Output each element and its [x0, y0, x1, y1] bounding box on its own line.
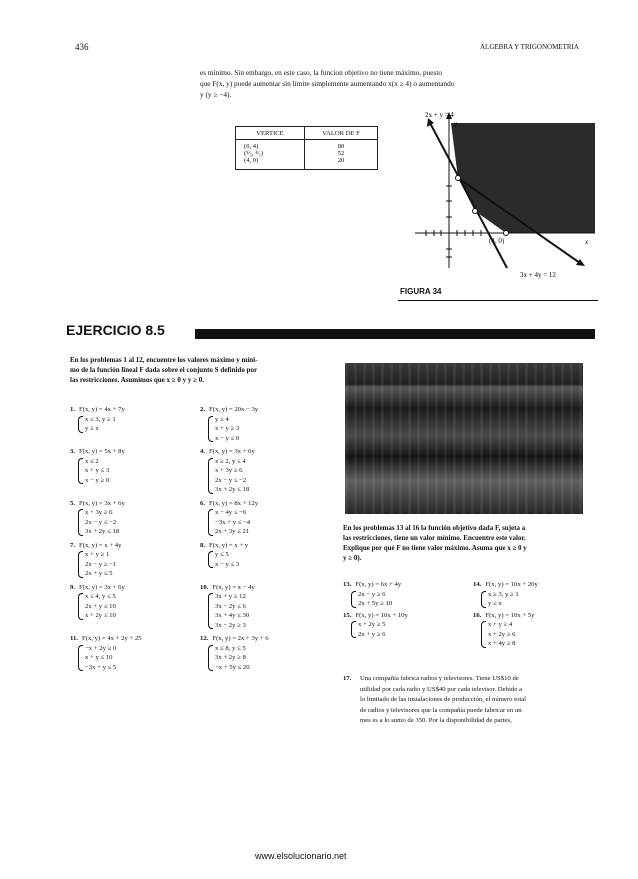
constraint: 2x + y ≤ 10: [85, 602, 116, 610]
instruction-line: En los problemas 1 al 12, encuentre los valores máximo y míni-: [70, 356, 258, 364]
problem-number: 7.: [70, 541, 76, 549]
constraint: 2x − y ≤ −2: [215, 476, 247, 484]
constraint: −3x + y ≤ −4: [215, 518, 251, 526]
problem-item: [70, 583, 200, 631]
constraint: x + 2y ≥ 6: [488, 630, 516, 638]
problem-number: 2.: [200, 406, 206, 413]
section-title-bar: [195, 329, 595, 339]
problem-item: [200, 405, 330, 443]
objective-function: F(x, y) = 2x + 3y + 6: [212, 635, 269, 642]
problem-item: [200, 541, 330, 579]
text-line: de radios y televisores que la compañía puede fabricar en un: [360, 706, 522, 714]
table-cell: (4, 0): [236, 157, 305, 170]
problem-item: [70, 447, 200, 495]
figure-rule: [398, 300, 598, 301]
constraint: 2x − y ≥ 6: [358, 590, 386, 598]
problem-header: [473, 580, 603, 590]
table-cell: (⁸⁄₅, ⁴⁄₅): [236, 150, 305, 157]
constraint-system: [206, 644, 330, 673]
constraint-system: [76, 550, 200, 579]
instruction-line: y ≥ 0).: [343, 554, 362, 562]
problem-header: [70, 447, 200, 457]
constraint: x − y ≤ 3: [215, 560, 240, 568]
table-header: VERTICE: [236, 127, 305, 140]
table-row: [236, 157, 378, 170]
problem-item: [200, 583, 330, 631]
constraint: 3x + 2y ≤ 18: [85, 528, 120, 535]
problem-number: 17.: [343, 675, 352, 682]
problem-header: [200, 541, 330, 551]
problem-number: 15.: [343, 611, 352, 619]
objective-function: F(x, y) = x + 4y: [79, 541, 122, 549]
objective-function: F(x, y) = 3x + 6y: [79, 499, 125, 507]
problem-header: [70, 405, 200, 415]
problem-row: [70, 405, 340, 443]
constraint: x − y ≥ 0: [85, 476, 110, 484]
intro-line: que F(x, y) puede aumentar sin límite simplemente aumentando x(x ≥ 4) o aumentando: [200, 79, 455, 88]
problem-header: [70, 499, 200, 509]
page-number: 436: [75, 42, 89, 52]
objective-function: F(x, y) = 6x + 4y: [355, 581, 402, 588]
objective-function: F(x, y) = 10x + 5y: [485, 611, 535, 619]
constraint: x ≥ 3, y ≥ 1: [488, 590, 519, 598]
constraint: x − 4y ≤ −6: [215, 509, 247, 516]
constraint-system: [206, 508, 330, 537]
problem-number: 14.: [473, 581, 482, 588]
instruction-line: En los problemas 13 al 16 la función objetivo dada F, sujeta a: [343, 524, 526, 532]
problem-item: [70, 499, 200, 537]
constraint-system: [76, 644, 200, 673]
objective-function: F(x, y) = 10x + 10y: [355, 611, 408, 619]
constraint: 3x − 2y ≥ 3: [215, 621, 246, 629]
objective-function: F(x, y) = 4x + 7y: [79, 406, 125, 413]
instructions-right: [343, 523, 603, 563]
constraint: 2x + 5y ≥ 10: [358, 600, 393, 607]
problem-header: [200, 405, 330, 415]
problems-left: [70, 405, 340, 676]
problem-number: 5.: [70, 499, 76, 507]
constraint: x ≤ 8, y ≤ 5: [215, 644, 246, 652]
problem-header: [70, 634, 200, 644]
objective-function: F(x, y) = 4x + 2y + 25: [82, 635, 142, 642]
constraint: 3x − 2y ≤ 6: [215, 602, 246, 610]
problem-row: [70, 541, 340, 579]
constraint: 2x + y ≥ 6: [358, 630, 386, 638]
table-cell: 52: [305, 150, 378, 157]
problem-number: 4.: [200, 448, 206, 455]
constraint-system: [206, 592, 330, 630]
text-line: utilidad por cada radio y US$40 por cada televisor. Debido a: [360, 685, 523, 693]
objective-function: F(x, y) = x − 4y: [212, 583, 255, 591]
table-header: VALOR DE F: [305, 127, 378, 140]
problem-item: [70, 405, 200, 443]
constraint: x + 4y ≥ 8: [488, 640, 516, 647]
problem-text: [360, 674, 603, 727]
constraint-system: [206, 550, 330, 569]
table-cell: 80: [305, 140, 378, 151]
vertex-point: [473, 209, 478, 214]
problem-header: [473, 611, 603, 621]
constraint: x + y ≥ 3: [215, 425, 240, 432]
constraint: x − y ≤ 0: [215, 434, 240, 442]
intro-line: es mínimo. Sin embargo, en este caso, la funcion objetivo no tiene máximo, puesto: [200, 68, 443, 77]
instruction-line: las restricciones, tiene un valor mínimo. Encuentre este valor.: [343, 534, 526, 542]
objective-function: F(x, y) = 3x + 6y: [79, 583, 125, 591]
problem-number: 13.: [343, 581, 352, 588]
problem-item: [200, 499, 330, 537]
line-label-2: 3x + 4y = 12: [520, 271, 556, 279]
problem-item: [200, 447, 330, 495]
objective-function: F(x, y) = 3x + 6y: [209, 448, 255, 455]
problem-number: 6.: [200, 499, 206, 507]
problems-right: [343, 580, 603, 651]
constraint-system: [76, 415, 200, 434]
problem-number: 11.: [70, 635, 78, 642]
constraint-system: [76, 508, 200, 537]
problem-row: [70, 499, 340, 537]
instruction-line: mo de la función lineal F dada sobre el conjunto S definido por: [70, 366, 258, 374]
constraint: 2x + y ≤ 5: [85, 570, 113, 577]
point-label: (4, 0): [489, 237, 505, 245]
constraint: −3x + y ≤ 5: [85, 663, 117, 671]
constraint-system: [206, 457, 330, 495]
problem-number: 16.: [473, 611, 482, 619]
constraint-system: [76, 592, 200, 621]
instructions-left: [70, 355, 335, 385]
objective-function: F(x, y) = 8x + 12y: [209, 499, 259, 507]
constraint: x + 2y ≥ 5: [358, 621, 386, 628]
problem-header: [200, 499, 330, 509]
y-axis-label: y: [454, 120, 458, 128]
constraint: y ≤ 4: [215, 415, 229, 423]
vertex-point: [504, 231, 509, 236]
vertex-table: [235, 126, 378, 170]
constraint: x + y ≥ 4: [488, 621, 513, 628]
constraint: x ≥ 2, y ≤ 4: [215, 457, 246, 465]
constraint: x ≤ 3, y ≥ 1: [85, 415, 116, 423]
problem-row: [70, 447, 340, 495]
problem-header: [200, 634, 330, 644]
intro-paragraph: [200, 67, 600, 100]
problem-header: [200, 447, 330, 457]
problem-header: [200, 583, 330, 593]
problem-row: [343, 611, 603, 649]
constraint: x + 3y ≥ 6: [215, 467, 243, 474]
problem-17: [343, 674, 603, 727]
section-title: EJERCICIO 8.5: [66, 322, 165, 338]
constraint: 3x + 2y ≥ 8: [215, 654, 246, 661]
constraint: −x + 5y ≤ 20: [215, 663, 250, 671]
footer-url: www.elsolucionario.net: [255, 851, 347, 861]
constraint-system: [479, 590, 603, 609]
constraint-system: [349, 620, 473, 639]
problem-row: [343, 580, 603, 609]
problem-row: [70, 634, 340, 672]
constraint-system: [206, 415, 330, 444]
running-title: ALGEBRA Y TRIGONOMETRIA: [480, 43, 579, 51]
problem-item: [473, 580, 603, 609]
problem-number: 1.: [70, 406, 76, 413]
constraint: 2x + 3y ≤ 21: [215, 528, 250, 535]
problem-number: 9.: [70, 583, 76, 591]
constraint: x + y ≤ 3: [85, 467, 110, 474]
problem-row: [70, 583, 340, 631]
figure-caption: FIGURA 34: [400, 287, 442, 296]
constraint: 3x + y ≥ 12: [215, 593, 246, 600]
constraint: 2x − y ≥ −1: [85, 560, 117, 568]
text-line: lo limitado de las instalaciones de producción, el número total: [360, 696, 527, 703]
constraint: x + y ≤ 10: [85, 654, 113, 661]
objective-function: F(x, y) = 10x + 20y: [485, 581, 538, 588]
text-line: Una compañía fabrica radios y televisores. Tiene US$10 de: [360, 675, 519, 682]
constraint: 3x + 2y ≤ 18: [215, 486, 250, 493]
problem-header: [343, 611, 473, 621]
table-cell: (0, 4): [236, 140, 305, 151]
constraint: x ≤ 4, y ≤ 5: [85, 593, 116, 600]
problem-item: [70, 541, 200, 579]
constraint: −x + 2y ≥ 0: [85, 644, 117, 652]
constraint-system: [479, 620, 603, 649]
constraint: x + 2y ≤ 10: [85, 612, 116, 619]
problem-number: 10.: [200, 583, 209, 591]
problem-header: [70, 541, 200, 551]
constraint-system: [349, 590, 473, 609]
table-row: [236, 150, 378, 157]
objective-function: F(x, y) = 5x + 8y: [79, 448, 125, 455]
objective-function: F(x, y) = x + y: [209, 541, 249, 549]
constraint: y ≤ x: [488, 600, 502, 607]
text-line: mes es a lo sumo de 350. Por la disponibilidad de partes,: [360, 717, 512, 724]
constraint: y ≤ 5: [215, 551, 229, 558]
constraint: 2x − y ≤ −2: [85, 518, 117, 526]
constraint: x + y ≥ 1: [85, 551, 110, 558]
problem-item: [343, 611, 473, 649]
problem-item: [200, 634, 330, 672]
problem-number: 12.: [200, 635, 209, 642]
constraint: x ≤ 2: [85, 457, 99, 465]
intro-line: y (y ≥ −4).: [200, 90, 232, 99]
problem-header: [70, 583, 200, 593]
constraint: x + 3y ≥ 6: [85, 509, 113, 516]
constraint-system: [76, 457, 200, 486]
problem-header: [343, 580, 473, 590]
feasible-region: [451, 123, 595, 233]
instruction-line: Explique por qué F no tiene valor máximo. Asuma que x ≥ 0 y: [343, 544, 527, 552]
constraint: 3x + 4y ≤ 30: [215, 612, 250, 619]
constraint: y ≤ x: [85, 425, 99, 432]
instruction-line: las restricciones. Asumimos que x ≥ 0 y y ≥ 0.: [70, 376, 204, 384]
feasible-region-graph: [395, 108, 605, 283]
objective-function: F(x, y) = 20x − 3y: [209, 406, 259, 413]
problem-item: [343, 580, 473, 609]
problem-item: [473, 611, 603, 649]
store-shelves-photo: [345, 363, 583, 514]
problem-number: 8.: [200, 541, 206, 549]
x-axis-label: x: [585, 238, 589, 246]
line-label-1: 2x + y = 4: [425, 111, 454, 119]
table-cell: 20: [305, 157, 378, 170]
vertex-point: [456, 176, 461, 181]
table-row: [236, 140, 378, 151]
problem-number: 3.: [70, 448, 76, 455]
problem-item: [70, 634, 200, 672]
